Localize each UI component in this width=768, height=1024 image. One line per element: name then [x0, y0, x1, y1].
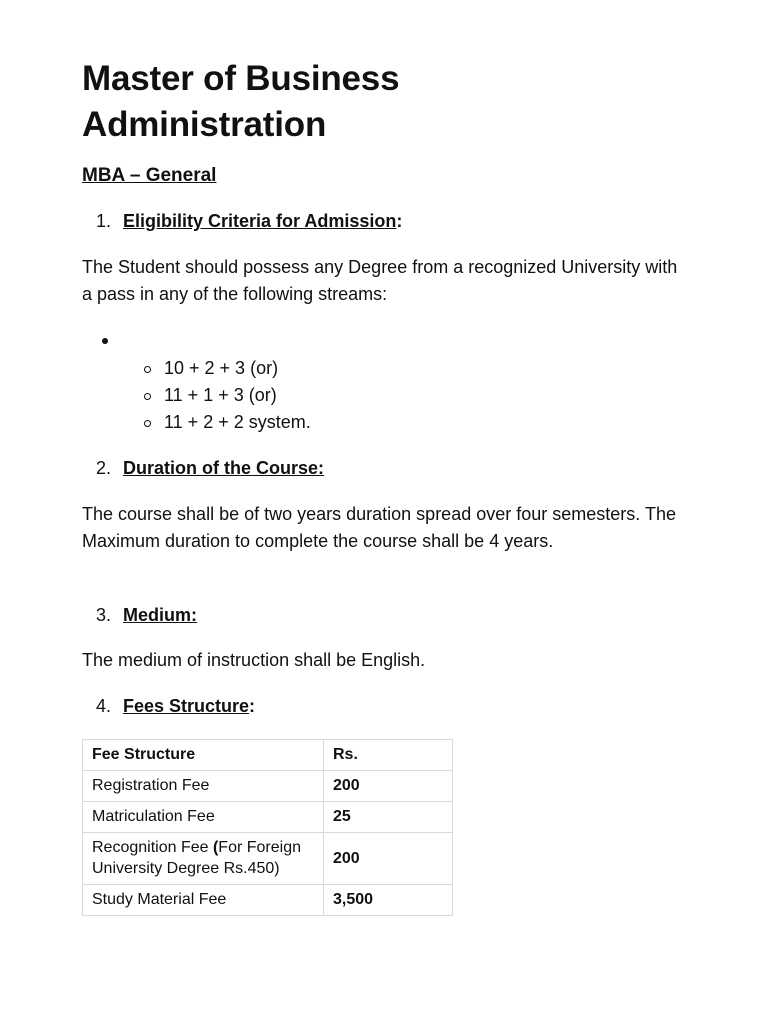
- section-heading-eligibility: [96, 209, 402, 233]
- circle-bullet-icon: [144, 366, 151, 373]
- fee-structure-table: [82, 739, 453, 916]
- section-number: 4.: [96, 696, 112, 716]
- section-heading-suffix: :: [249, 696, 256, 716]
- table-row: [83, 802, 453, 833]
- table-row: [83, 771, 453, 802]
- section-number: 1.: [96, 211, 112, 231]
- page-title: Master of Business Administration: [82, 59, 400, 144]
- list-item: 11 + 2 + 2 system.: [144, 409, 311, 436]
- fee-item-cell: Matriculation Fee: [83, 802, 324, 833]
- eligibility-paragraph: The Student should possess any Degree from a recognized University with a pass in any of the following streams:: [82, 257, 678, 304]
- section-heading-text: Eligibility Criteria for Admission: [123, 211, 397, 231]
- list-item: 11 + 1 + 3 (or): [144, 382, 311, 409]
- circle-bullet-icon: [144, 393, 151, 400]
- program-subheading: MBA – General: [82, 165, 217, 186]
- section-number: 2.: [96, 458, 112, 478]
- medium-paragraph: The medium of instruction shall be English.: [82, 650, 426, 670]
- table-row: [83, 833, 453, 885]
- fee-amount-cell: 200: [324, 833, 453, 885]
- fee-amount-cell: 3,500: [324, 885, 453, 916]
- fee-amount-cell: 200: [324, 771, 453, 802]
- section-heading-duration: [96, 456, 324, 480]
- section-heading-suffix: :: [396, 211, 403, 231]
- table-row: [83, 885, 453, 916]
- section-number: 3.: [96, 605, 112, 625]
- duration-paragraph: The course shall be of two years duration spread over four semesters. The Maximum duration to complete the course shall be 4 years.: [82, 504, 676, 551]
- section-heading-medium: [96, 603, 197, 627]
- table-header-row: [83, 740, 453, 771]
- list-item: 10 + 2 + 3 (or): [144, 355, 311, 382]
- fee-item-cell: Recognition Fee (For Foreign University Degree Rs.450): [83, 833, 324, 885]
- page-bottom-margin: [0, 932, 768, 1024]
- fee-amount-cell: 25: [324, 802, 453, 833]
- section-heading-fees: [96, 694, 255, 718]
- bullet-dot-icon: [102, 338, 108, 344]
- table-header-cell: Rs.: [324, 740, 453, 771]
- fee-item-cell: Study Material Fee: [83, 885, 324, 916]
- section-heading-text: Fees Structure: [123, 696, 250, 716]
- section-heading-text: Duration of the Course:: [123, 458, 324, 478]
- section-heading-text: Medium:: [123, 605, 197, 625]
- table-header-cell: Fee Structure: [83, 740, 324, 771]
- streams-list: [144, 355, 311, 436]
- circle-bullet-icon: [144, 420, 151, 427]
- fee-item-cell: Registration Fee: [83, 771, 324, 802]
